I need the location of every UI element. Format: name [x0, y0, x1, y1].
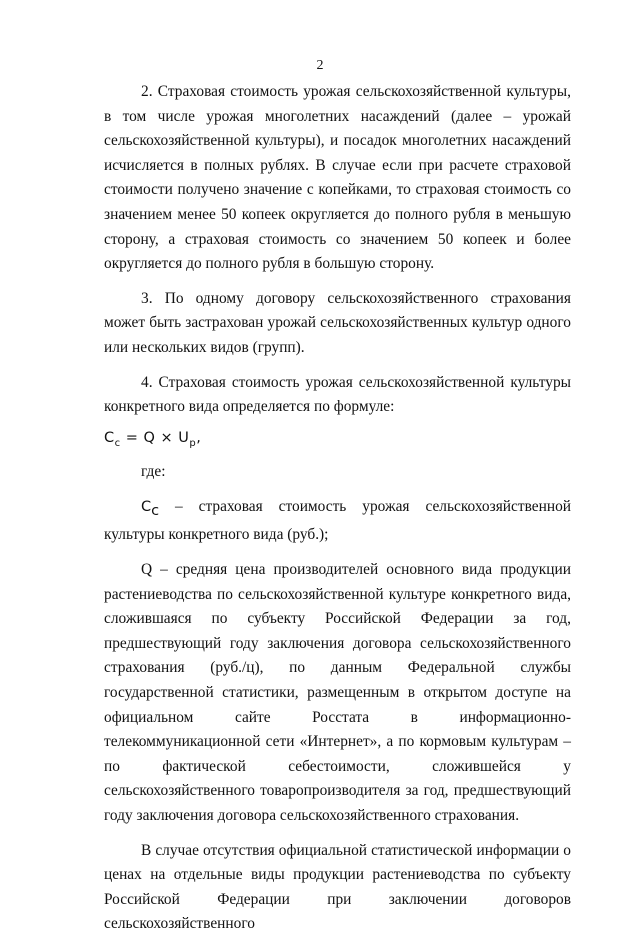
where-label: где:: [141, 463, 166, 481]
formula: [104, 426, 571, 456]
formula-lhs: C: [104, 429, 115, 446]
formula-tail: ,: [196, 429, 202, 446]
formula-rhs-subscript: p: [189, 437, 197, 449]
definition-cc-subscript: c: [151, 502, 160, 519]
definition-q: Q – средняя цена производителей основного вида продукции растениеводства по сельскохозяйственной культуре конкретного вида, сложившаяся по субъекту Российской Федерации за год, предшествующий году заключения договора сельскохозяйственного страхования (руб./ц), по данным Федеральной службы государственной статистики, размещенным в открытом доступе на официальном сайте Росстата в информационно-телекоммуникационной сети «Интернет», а по кормовым культурам – по фактической себестоимости, сложившейся у сельскохозяйственного товаропроизводителя за год, предшествующий году заключения договора сельскохозяйственного страхования.: [104, 561, 571, 824]
page-number: 2: [316, 58, 324, 73]
definition-cc-text: – страховая стоимость урожая сельскохозяйственной культуры конкретного вида (руб.);: [104, 497, 571, 544]
paragraph-4: 4. Страховая стоимость урожая сельскохозяйственной культуры конкретного вида определяется по формуле:: [104, 373, 571, 416]
paragraph-3: 3. По одному договору сельскохозяйственного страхования может быть застрахован урожай сельскохозяйственных культур одного или нескольких видов (групп).: [104, 289, 571, 356]
paragraph-last: В случае отсутствия официальной статистической информации о ценах на отдельные виды продукции растениеводства по субъекту Российской Федерации при заключении договоров сельскохозяйственного: [104, 841, 571, 933]
paragraph-2: 2. Страховая стоимость урожая сельскохозяйственной культуры, в том числе урожая многолетних насаждений (далее – урожай сельскохозяйственной культуры), и посадок многолетних насаждений исчисляется в полных рублях. В случае если при расчете страховой стоимости получено значение с копейками, то страховая стоимость со значением менее 50 копеек округляется до полного рубля в меньшую сторону, а страховая стоимость со значением 50 копеек и более округляется до полного рубля в большую сторону.: [104, 83, 571, 273]
definition-cc-symbol: C: [141, 498, 152, 515]
definition-cc: [104, 495, 571, 548]
formula-lhs-subscript: c: [114, 437, 121, 449]
document-body: [104, 80, 571, 937]
formula-rhs: = Q × U: [120, 429, 190, 446]
